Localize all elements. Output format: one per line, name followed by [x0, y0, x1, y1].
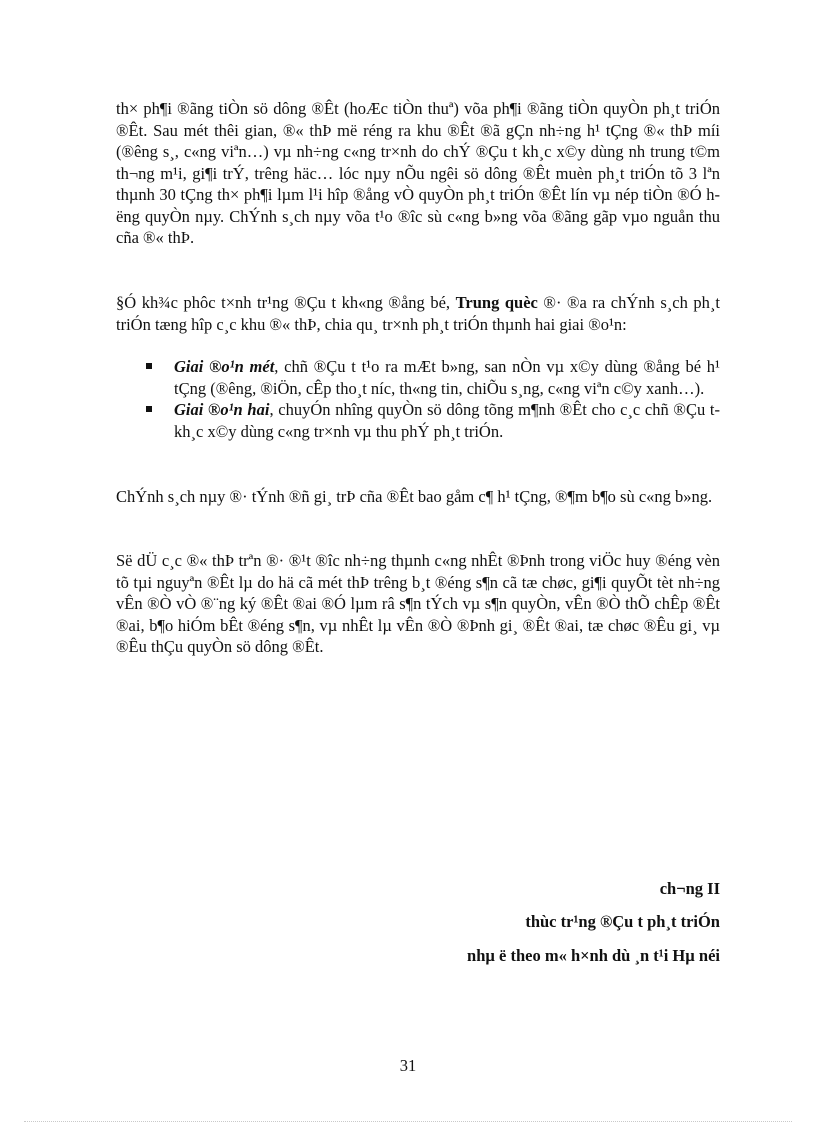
square-bullet-icon	[146, 363, 152, 369]
page-bottom-divider	[24, 1121, 792, 1122]
page-number: 31	[399, 1056, 417, 1075]
list-item-lead: Giai ®o¹n mét	[174, 357, 275, 376]
list-item-text: , chuyÓn nhîng quyÒn sö dông tõng m¶nh ®Êt cho c¸c chñ ®Çu t kh¸c x©y dùng c«ng tr×nh vµ thu phÝ ph¸t triÓn.	[174, 400, 721, 441]
paragraph-2-end: ®· ®a ra chÝnh s¸ch ph¸t triÓn tæng hîp c¸c khu ®« thÞ, chia qu¸ tr×nh ph¸t triÓn thµnh hai giai ®o¹n:	[116, 293, 720, 334]
list-item	[146, 356, 720, 399]
list-item	[146, 399, 720, 442]
paragraph-2	[116, 292, 720, 335]
paragraph-2-start: §Ó kh¾c phôc t×nh tr¹ng ®Çu t kh«ng ®ång bé,	[116, 293, 456, 312]
list-item-text: , chñ ®Çu t t¹o ra mÆt b»ng, san nÒn vµ x©y dùng ®ång bé h¹ tÇng (®êng, ®iÖn, cÊp tho¸t níc, th«ng tin, chiÕu s¸ng, c«ng viªn c©y xanh…).	[174, 357, 720, 398]
paragraph-4: Së dÜ c¸c ®« thÞ trªn ®· ®¹t ®îc nh÷ng thµnh c«ng nhÊt ®Þnh trong viÖc huy ®éng vèn tõ tµi nguyªn ®Êt lµ do hä cã mét thÞ trêng b¸t ®éng s¶n cã tæ chøc, gi¶i quyÕt tèt nh÷ng vÊn ®Ò vÒ ®¨ng ký ®Êt ®ai ®Ó lµm râ s¶n tÝch vµ s¶n quyÒn, vÊn ®Ò thÕ chÊp ®Êt ®ai, b¶o hiÓm bÊt ®éng s¶n, vµ nhÊt lµ vÊn ®Ò ®Þnh gi¸ ®Êt ®ai, tæ chøc ®Êu gi¸ vµ ®Êu thÇu quyÒn sö dông ®Êt.	[116, 551, 720, 656]
list-item-lead: Giai ®o¹n hai	[174, 400, 270, 419]
square-bullet-icon	[146, 406, 152, 412]
phase-list	[146, 356, 720, 442]
chapter-number: ch¬ng II	[659, 879, 720, 898]
chapter-title-line-1: thùc tr¹ng ®Çu t ph¸t triÓn	[525, 912, 720, 931]
paragraph-3: ChÝnh s¸ch nµy ®· tÝnh ®ñ gi¸ trÞ cña ®Êt bao gåm c¶ h¹ tÇng, ®¶m b¶o sù c«ng b»ng.	[116, 487, 713, 506]
chapter-title-line-2: nhµ ë theo m« h×nh dù ¸n t¹i Hµ néi	[467, 946, 720, 965]
paragraph-1: th× ph¶i ®ãng tiÒn sö dông ®Êt (hoÆc tiÒn thuª) võa ph¶i ®ãng tiÒn quyÒn ph¸t triÓn ®Êt. Sau mét thêi gian, ®« thÞ më réng ra khu ®Êt ®ã gÇn nh÷ng h¹ tÇng ®« thÞ míi (®êng s¸, c«ng viªn…) vµ nh÷ng c«ng tr×nh do chÝ ®Çu t kh¸c x©y dùng nh trung t©m th¬ng m¹i, gi¶i trÝ, trêng häc… lóc nµy nÕu ngêi sö dông ®Êt muèn ph¸t triÓn tõ 3 lªn thµnh 30 tÇng th× ph¶i lµm l¹i hîp ®ång vÒ quyÒn ph¸t triÓn ®Êt lín vµ nép tiÒn ®Ó hëng quyÒn nµy. ChÝnh s¸ch nµy võa t¹o ®îc sù c«ng b»ng võa ®ãng gãp vµo nguån thu cña ®« thÞ.	[116, 99, 720, 247]
paragraph-2-bold: Trung quèc	[455, 293, 538, 312]
